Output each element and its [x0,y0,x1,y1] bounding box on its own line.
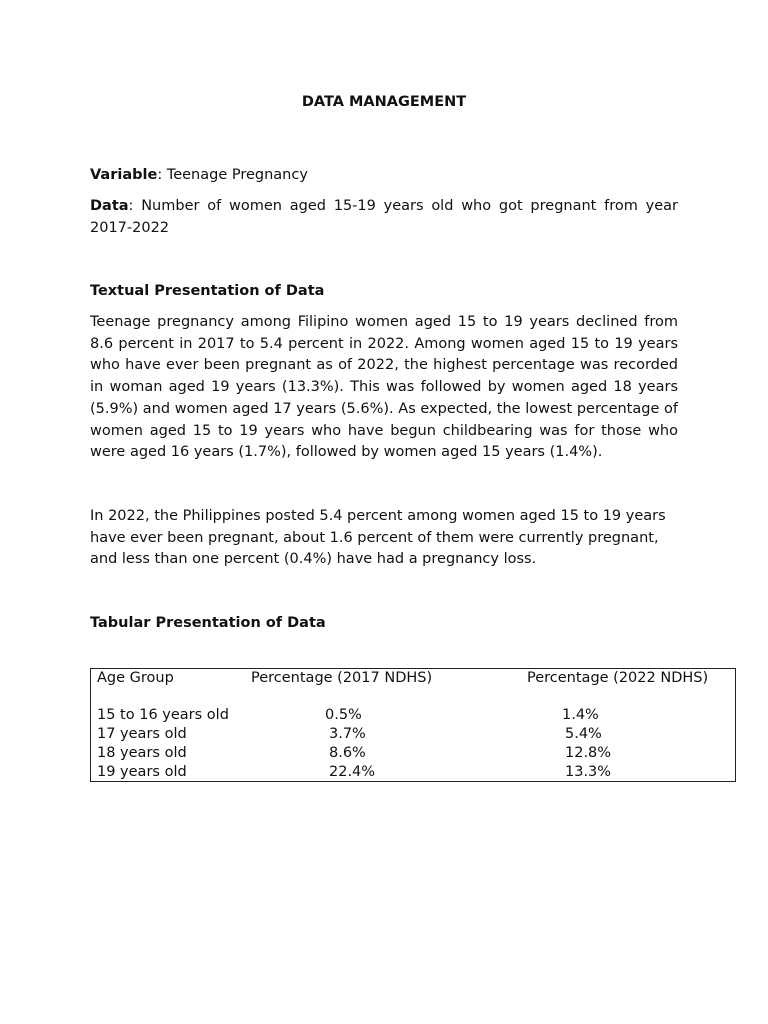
data-table [90,668,736,782]
data-field [90,195,678,239]
table-cell-age: 15 to 16 years old [97,707,229,723]
textual-paragraph-2: In 2022, the Philippines posted 5.4 percent among women aged 15 to 19 years have ever been pregnant, about 1.6 percent of them were currently pregnant, and less than one percent (0.4%) have had a pregnancy loss. [90,507,666,568]
table-cell-2022: 12.8% [565,745,612,761]
table-cell-2022: 5.4% [565,726,602,742]
table-cell-age: 17 years old [97,726,187,742]
page-title: DATA MANAGEMENT [301,94,467,110]
table-cell-2017: 0.5% [325,707,362,723]
table-cell-2022: 13.3% [565,764,612,780]
variable-label: Variable [90,167,158,183]
table-cell-2022: 1.4% [562,707,599,723]
table-cell-age: 18 years old [97,745,187,761]
document-page [90,92,678,644]
header-2017: Percentage (2017 NDHS) [251,670,433,686]
data-label: Data [90,198,129,214]
table-cell-2017: 3.7% [329,726,366,742]
variable-value: : Teenage Pregnancy [157,167,308,183]
variable-field [90,164,678,186]
table-cell-2017: 22.4% [329,764,376,780]
textual-paragraph-1: Teenage pregnancy among Filipino women aged 15 to 19 years declined from 8.6 percent in 2017 to 5.4 percent in 2022. Among women aged 15 to 19 years who have ever been pregnant as of 2022, the highest percentage was recorded in woman aged 19 years (13.3%). This was followed by women aged 18 years (5.9%) and women aged 17 years (5.6%). As expected, the lowest percentage of women aged 15 to 19 years who have begun childbearing was for those who were aged 16 years (1.7%), followed by women aged 15 years (1.4%). [90,314,678,461]
table-cell-2017: 8.6% [329,745,366,761]
data-value: : Number of women aged 15-19 years old who got pregnant from year 2017-2022 [90,198,678,236]
header-age-group: Age Group [97,670,174,686]
table-cell-age: 19 years old [97,764,187,780]
header-2022: Percentage (2022 NDHS) [527,670,709,686]
textual-heading: Textual Presentation of Data [90,283,325,299]
tabular-heading: Tabular Presentation of Data [90,615,326,632]
